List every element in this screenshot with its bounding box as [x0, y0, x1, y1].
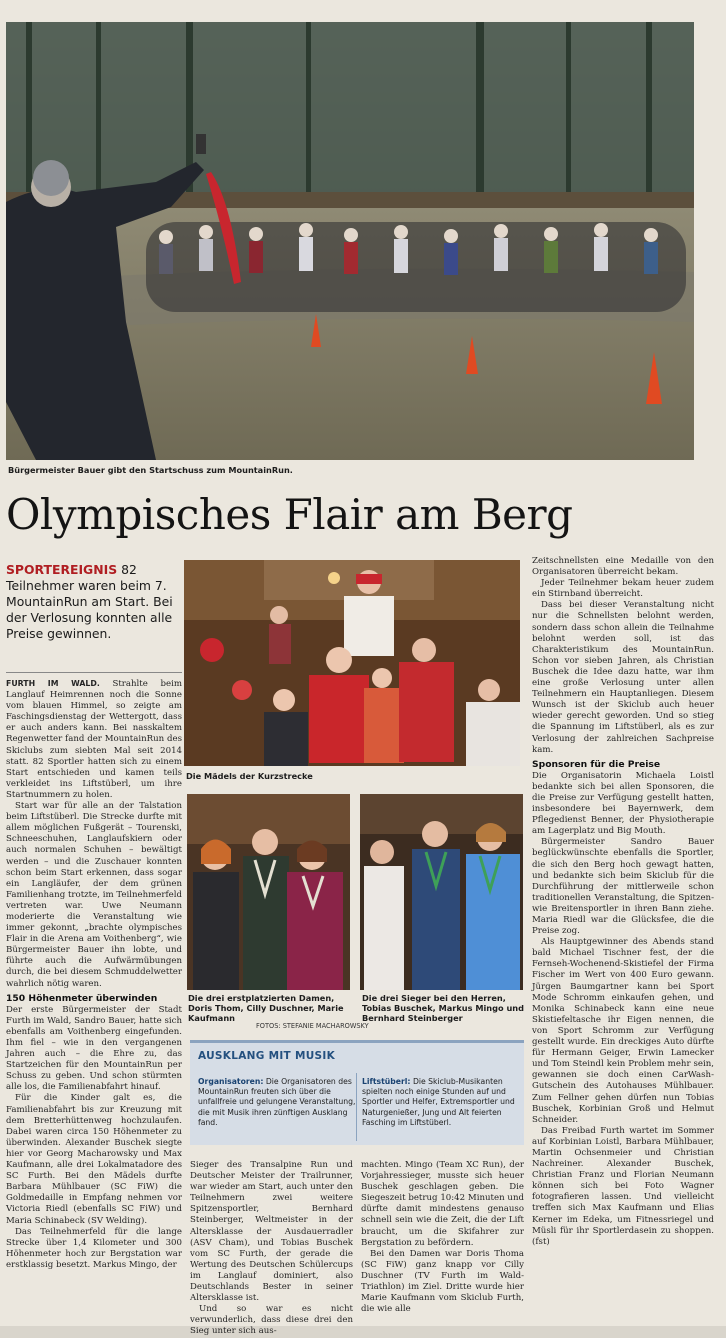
- race-start-photo: [6, 22, 694, 460]
- kids-photo-caption: Die Mädels der Kurzstrecke: [186, 771, 313, 781]
- teaser-text: 82 Teilnehmer waren beim 7. MountainRun am Start. Bei der Verlosung konnten alle Preise gewinnen.: [6, 562, 173, 641]
- right-para-7: Das Freibad Furth wartet im Sommer auf Korbinian Loistl, Barbara Mühlbauer, Martin Ochsenmeier und Christian Nachreiner. Alexander Buschek, Christian Franz und Florian Neumann können sich bei Foto Wagner fotografieren lassen. Und vielleicht treffen sich Max Kaufmann und Elias Kerner im Edeka, um Fitnessriegel und Müsli für ihr Sportlerdasein zu shoppen. (fst): [532, 1125, 714, 1247]
- dateline: FURTH IM WALD.: [6, 679, 100, 688]
- kids-photo: [184, 560, 520, 766]
- right-column: [532, 556, 714, 1321]
- women-photo-caption: Die drei erstplatzierten Damen, Doris Thom, Cilly Duschner, Marie Kaufmann: [188, 993, 344, 1023]
- left-para-4: Für die Kinder galt es, die Familienabfahrt bis zur Kreuzung mit dem Bretterhüttenweg hochzulaufen. Dabei waren circa 150 Höhenmeter zu überwinden. Alexander Buschek siegte hier vor Georg Macharowsky und Max Kaufmann, alle drei Lokalmatadore des SC Furth. Bei den Mädels durfte Barbara Mühlbauer (SC FiW) die Goldmedaille in Empfang nehmen vor Victoria Riedl (ebenfalls SC FiW) und Maria Schinabeck (SV Welding).: [6, 1093, 182, 1226]
- teaser-divider: [6, 672, 182, 673]
- info-box-right: [362, 1077, 520, 1128]
- right-para-3: Dass bei dieser Veranstaltung nicht nur die Schnellsten belohnt werden, sondern dass schon allein die Teilnahme belohnt werden soll, ist das Charakteristikum des MountainRun. Schon vor sieben Jahren, als Christian Buschek die Idee dazu hatte, war ihm eine große Verlosung unter allen Teilnehmern ein Hauptanliegen. Diesem Wunsch ist der Skiclub auch heuer wieder gerecht geworden. Und so stieg die Spannung im Liftstüberl, als es zur Verlosung der zahlreichen Sachpreise kam.: [532, 600, 714, 755]
- photo-credit: FOTOS: STEFANIE MACHAROWSKY: [256, 1022, 369, 1030]
- mid1-para-1: Sieger des Transalpine Run und Deutscher Meister der Trailrunner, war wieder am Start, auch unter den Teilnehmern zwei weitere Spitzensportler, Bernhard Steinberger, Weltmeister in der Altersklasse der Ausdauerradler (ASV Cham), und Tobias Buschek vom SC Furth, der gerade die Wertung des Deutschen Schülercups im Langlauf dominiert, also Deutschlands Bester in seiner Altersklasse ist.: [190, 1160, 353, 1304]
- right-para-5: Bürgermeister Sandro Bauer beglückwünschte ebenfalls die Sportler, die sich den Berg hoch gewagt hatten, und bedankte sich beim Skiclub für die Durchführung der mittlerweile schon traditionellen Veranstaltung, die Spitzen- wie Breitensportler in ihren Bann ziehe. Maria Riedl war die Glücksfee, die die Preise zog.: [532, 837, 714, 937]
- left-subheading: 150 Höhenmeter überwinden: [6, 992, 158, 1004]
- right-para-4: Die Organisatorin Michaela Loistl bedankte sich bei allen Sponsoren, die die Preise zur Verfügung gestellt hatten, insbesondere bei Bayernwerk, dem Pflegedienst Benner, der Physiotherapie am Lagerplatz und Big Mouth.: [532, 770, 714, 837]
- mid1-para-2: Und so war es nicht verwunderlich, dass diese drei den Sieg unter sich aus-: [190, 1304, 353, 1337]
- left-para-3: Der erste Bürgermeister der Stadt Furth im Wald, Sandro Bauer, hatte sich ebenfalls am Voithenberg eingefunden. Ihm fiel – wie in den vergangenen Jahren auch – die Ehre zu, das Startzeichen für den MountainRun per Schuss zu geben. Und schon stürmten alle los, die Familienabfahrt hinauf.: [6, 1004, 182, 1093]
- teaser-kicker: SPORTEREIGNIS: [6, 562, 118, 577]
- right-para-6: Als Hauptgewinner des Abends stand bald Michael Tischner fest, der die Fernseh-Wochenend-Skistiefel der Firma Fischer im Wert von 400 Euro gewann. Jürgen Baumgartner kann bei Sport Mode Schromm einkaufen gehen, und Monika Schinabeck kann eine neue Skistiefeltasche ihr Eigen nennen, die von Sport Schromm zur Verfügung gestellt wurde. Ein dreckiges Auto dürfte für Hermann Geiger, Erwin Lamecker und Tom Steindl kein Problem mehr sein, gewannen sie doch einen CarWash-Gutschein des Autohauses Mühlbauer. Zum Fellner gehen dürfen nun Tobias Buschek, Korbinian Groß und Helmut Schneider.: [532, 937, 714, 1125]
- men-winners-photo: [360, 794, 523, 990]
- left-para-1: Strahlte beim Langlauf Heimrennen noch die Sonne vom blauen Himmel, so zeigte am Faschingsdienstag der Wettergott, dass er auch anders kann. Bei nasskaltem Regenwetter fand der MountainRun des Skiclubs zum siebten Mal seit 2014 statt. 82 Sportler hatten sich zu einem Start entschieden und kamen teils verkleidet ins Liftstüberl, um ihre Startnummern zu holen.: [6, 679, 182, 800]
- mid2-para-2: Bei den Damen war Doris Thoma (SC FiW) ganz knapp vor Cilly Duschner (TV Furth im Wald-Triathlon) im Ziel. Dritte wurde hier Marie Kaufmann vom Skiclub Furth, die wie alle: [361, 1248, 524, 1315]
- right-subheading: Sponsoren für die Preise: [532, 758, 661, 770]
- info-box-title: AUSKLANG MIT MUSIK: [198, 1050, 336, 1062]
- middle-column-1: [190, 1160, 353, 1337]
- left-para-2: Start war für alle an der Talstation beim Liftstüberl. Die Strecke durfte mit allem möglichen Fußgerät – Tourenski, Schneeschuhen, Langlaufskiern oder auch normalen Schuhen – bewältigt werden – und die Zuschauer konnten schon beim Start erkennen, dass sogar ein Langläufer, der dem grünen Familienhang trotzte, im Teilnehmerfeld vertreten war. Uwe Neumann moderierte die Veranstaltung wie immer gekonnt, „brachte olympisches Flair in die Arena am Voithenberg“, wie Bürgermeister Bauer ihn lobte, und führte auch die Aufwärmübungen durch, die bei diesem Schmuddelwetter wahrlich nötig waren.: [6, 801, 182, 989]
- mid2-para-1: machten. Mingo (Team XC Run), der Vorjahressieger, musste sich heuer Buschek geschlagen geben. Die Siegeszeit betrug 10:42 Minuten und dürfte damit mindestens genauso schnell sein wie die Zeit, die der Lift braucht, um die Skifahrer zur Bergstation zu befördern.: [361, 1160, 524, 1248]
- organizers-text: Die Organisatoren des MountainRun freuten sich über die unfallfreie und gelungene Veranstaltung, die mit Musik ihren zünftigen Ausklang fand.: [198, 1077, 356, 1127]
- liftstueberl-label: Liftstüberl:: [362, 1077, 411, 1086]
- men-photo-caption: Die drei Sieger bei den Herren, Tobias Buschek, Markus Mingo und Bernhard Steinberger: [362, 993, 524, 1023]
- left-column: [6, 678, 182, 1318]
- headline: Olympisches Flair am Berg: [6, 490, 573, 539]
- left-para-5: Das Teilnehmerfeld für die lange Strecke über 1,4 Kilometer und 300 Höhenmeter hoch zur Bergstation war erstklassig besetzt. Markus Mingo, der: [6, 1226, 182, 1270]
- info-box-left: [198, 1077, 356, 1128]
- right-para-2: Jeder Teilnehmer bekam heuer zudem ein Stirnband überreicht.: [532, 578, 714, 600]
- women-winners-photo: [187, 794, 350, 990]
- organizers-label: Organisatoren:: [198, 1077, 264, 1086]
- info-box-divider: [356, 1073, 357, 1141]
- liftstueberl-text: Die Skiclub-Musikanten spielten noch einige Stunden auf und Sportler und Helfer, Extremsportler und Naturgenießer, Jung und Alt feierten Fasching im Liftstüberl.: [362, 1077, 515, 1127]
- teaser: [6, 562, 182, 642]
- info-box: [190, 1040, 524, 1145]
- top-photo-caption: Bürgermeister Bauer gibt den Startschuss zum MountainRun.: [8, 465, 293, 475]
- middle-column-2: [361, 1160, 524, 1320]
- right-para-1: Zeitschnellsten eine Medaille von den Organisatoren überreicht bekam.: [532, 556, 714, 578]
